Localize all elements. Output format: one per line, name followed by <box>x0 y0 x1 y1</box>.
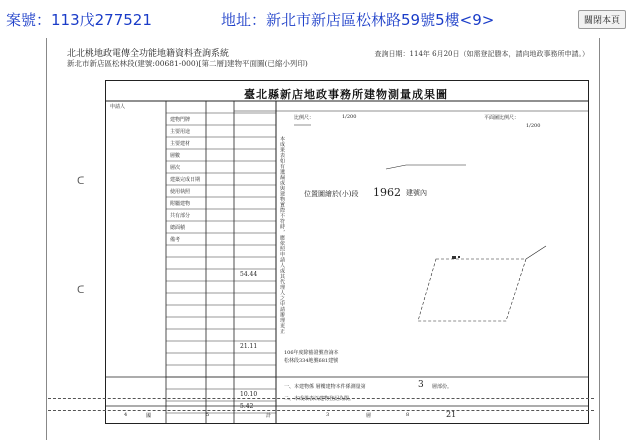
system-subtitle: 新北市新店區松林段(建號:00681-000)[第二層]建物平面圖(已縮小列印) <box>67 59 308 68</box>
document-page <box>46 38 600 440</box>
note-1-tail: 層部份。 <box>432 384 453 390</box>
close-page-button[interactable]: 關閉本頁 <box>578 10 626 29</box>
row-label: 層數 <box>170 153 181 159</box>
bottom-cell: 3 <box>326 412 330 418</box>
stamp-line-1: 106年度除豁證號查詢本 <box>284 350 339 356</box>
bottom-cell: 21 <box>446 410 457 419</box>
stamp-line-2: 松林段334地號681建號 <box>284 358 339 364</box>
row-label: 使用執照 <box>170 189 191 195</box>
row-label: 附屬建物 <box>170 201 191 207</box>
system-title: 北北桃地政電傳全功能地籍資料查詢系統 <box>67 49 230 59</box>
query-date: 查詢日期：114年 6月20日（如需登記謄本，請向地政事務所申請。） <box>374 50 589 58</box>
bottom-cell: 5 <box>206 412 210 418</box>
location-number: 1962 <box>373 186 401 199</box>
scale-label: 比例尺： <box>294 115 315 121</box>
punch-mark: ᑕ <box>77 285 85 296</box>
side-remark: 本成果表如有遺漏或與建物實際不符時，應依照申請人或其代理人之申請辦理更正 <box>279 136 285 334</box>
area-value: 21.11 <box>240 343 258 350</box>
plan-scale-value: 1/200 <box>526 123 541 129</box>
row-applicant: 申請人 <box>110 104 126 110</box>
area-value: 10.10 <box>240 391 258 398</box>
bottom-cell: 8 <box>406 412 410 418</box>
bottom-cell: 4 <box>124 412 128 418</box>
note-1-floor: 3 <box>418 380 424 390</box>
punch-mark: ᑕ <box>77 176 85 187</box>
row-label: 備考 <box>170 237 181 243</box>
bottom-cell: 層 <box>366 413 372 419</box>
bottom-cell: 計 <box>266 413 272 419</box>
row-label: 總面積 <box>170 225 186 231</box>
top-bar <box>0 0 640 34</box>
row-label: 層次 <box>170 165 181 171</box>
row-label: 主要建材 <box>170 141 191 147</box>
row-label: 共有部分 <box>170 213 191 219</box>
note-1: 一、本建物係 層樓建物本件係測量第 <box>284 384 366 390</box>
case-number: 案號：113戊277521 <box>6 11 152 29</box>
row-label: 主要用途 <box>170 129 191 135</box>
location-suffix: 建號內 <box>406 189 427 197</box>
survey-drawing <box>105 80 589 424</box>
area-value: 54.44 <box>240 271 258 278</box>
plan-scale-label: 平面圖比例尺： <box>484 115 520 121</box>
property-address: 地址：新北市新店區松林路59號5樓<9> <box>221 11 495 29</box>
location-text: 位置圖繪於(小)段 <box>304 190 359 198</box>
row-label: 建物門牌 <box>170 117 191 123</box>
cut-line <box>48 410 594 411</box>
survey-title: 臺北縣新店地政事務所建物測量成果圖 <box>244 88 448 101</box>
note-2: 二、本成果表以建物登記為限。 <box>284 396 355 402</box>
cut-line <box>48 398 594 399</box>
area-value: 5.42 <box>240 403 254 410</box>
bottom-cell: 國 <box>146 413 152 419</box>
scale-value: 1/200 <box>342 114 357 120</box>
row-label: 建築完成日期 <box>170 177 201 183</box>
